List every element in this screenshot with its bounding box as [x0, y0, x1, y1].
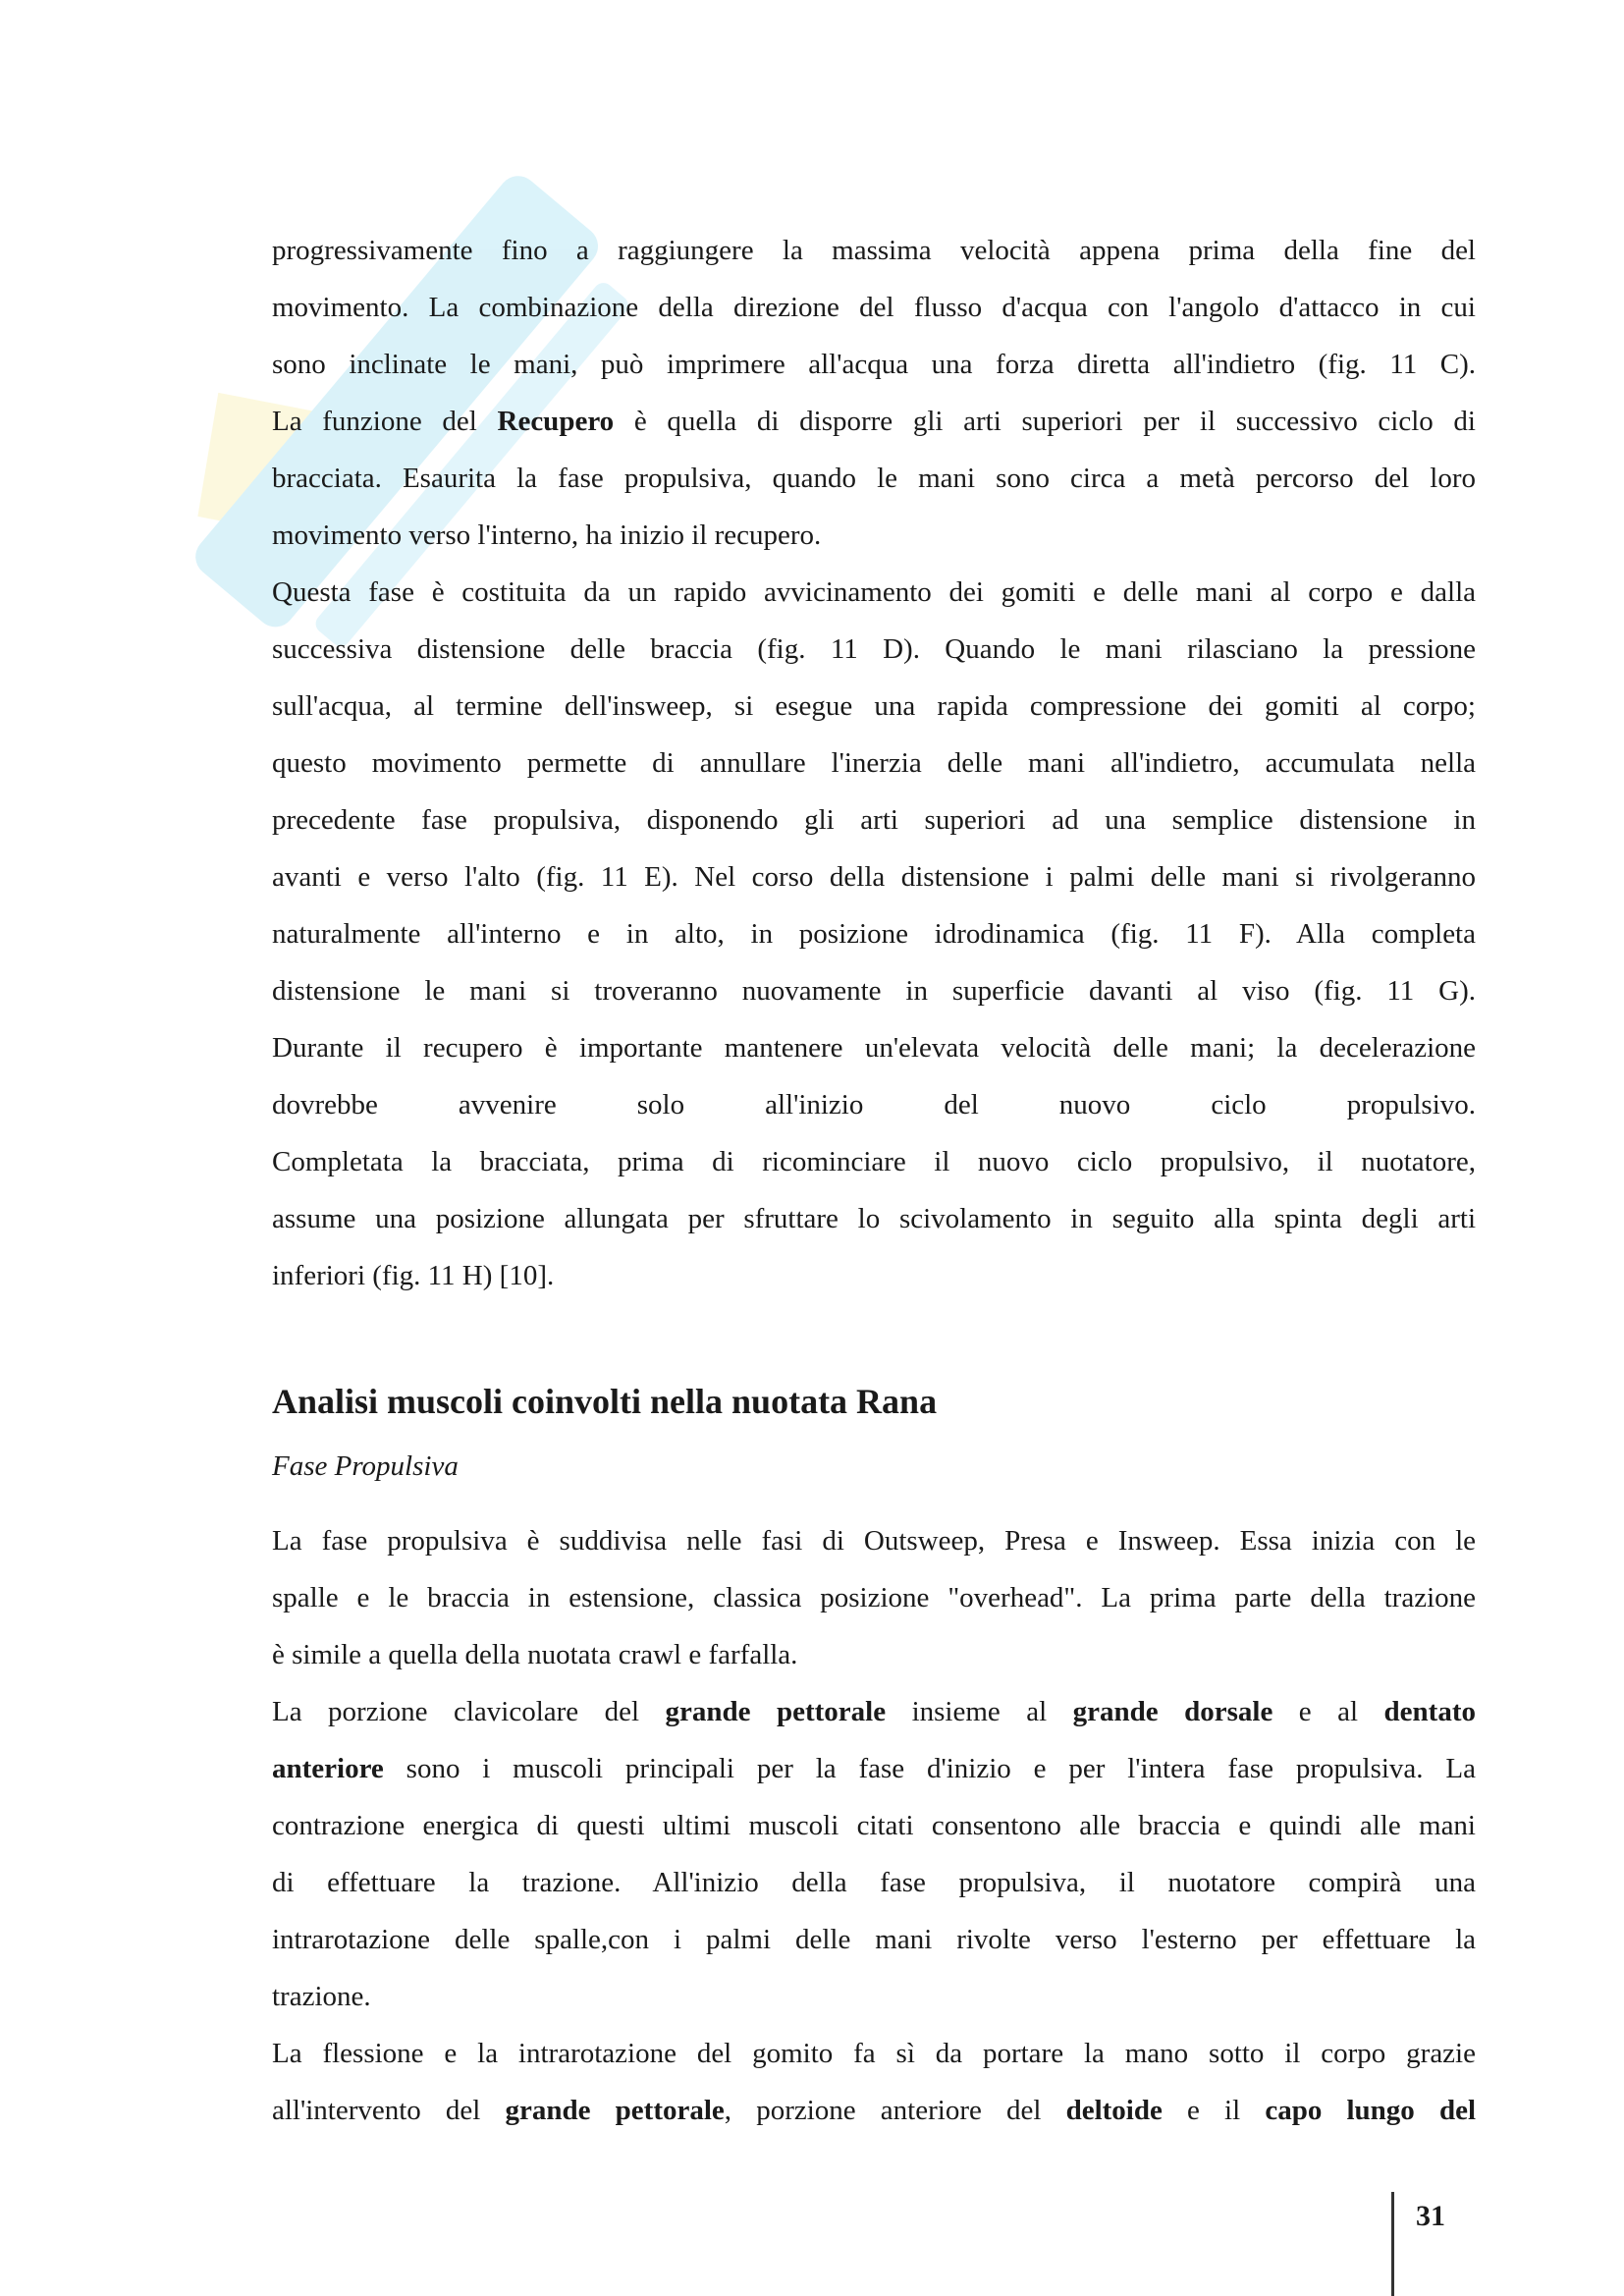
text-line: Durante il recupero è importante mantenere un'elevata velocità delle mani; la decelerazione: [272, 1032, 1476, 1064]
text-line: bracciata. Esaurita la fase propulsiva, quando le mani sono circa a metà percorso del loro: [272, 463, 1476, 494]
text-line: assume una posizione allungata per sfruttare lo scivolamento in seguito alla spinta degli arti: [272, 1203, 1476, 1234]
text-line: anteriore sono i muscoli principali per la fase d'inizio e per l'intera fase propulsiva. La: [272, 1753, 1476, 1784]
page-number-box: [1391, 2192, 1483, 2296]
bold-term: anteriore: [272, 1753, 384, 1784]
text-line: successiva distensione delle braccia (fig. 11 D). Quando le mani rilasciano la pressione: [272, 633, 1476, 665]
text-line: Questa fase è costituita da un rapido avvicinamento dei gomiti e delle mani al corpo e dalla: [272, 576, 1476, 608]
text-line: precedente fase propulsiva, disponendo gli arti superiori ad una semplice distensione in: [272, 804, 1476, 836]
text-line: intrarotazione delle spalle,con i palmi delle mani rivolte verso l'esterno per effettuare la: [272, 1924, 1476, 1955]
text-line: movimento. La combinazione della direzione del flusso d'acqua con l'angolo d'attacco in cui: [272, 292, 1476, 323]
text-line: movimento verso l'interno, ha inizio il recupero.: [272, 519, 822, 551]
subsection-title: Fase Propulsiva: [272, 1450, 459, 1482]
paragraph-4: [272, 1683, 1476, 2025]
page-number: 31: [1416, 2200, 1445, 2232]
text-line: di effettuare la trazione. All'inizio della fase propulsiva, il nuotatore compirà una: [272, 1867, 1476, 1898]
paragraph-1: [272, 222, 1476, 564]
paragraph-3: [272, 1512, 1476, 1683]
text-line: dovrebbe avvenire solo all'inizio del nuovo ciclo propulsivo.: [272, 1089, 1476, 1121]
text-line: avanti e verso l'alto (fig. 11 E). Nel corso della distensione i palmi delle mani si rivolgeranno: [272, 861, 1476, 893]
text-line: inferiori (fig. 11 H) [10].: [272, 1260, 555, 1291]
bold-term: dentato: [1383, 1696, 1476, 1727]
bold-term: grande pettorale: [665, 1696, 887, 1727]
bold-term-recupero: Recupero: [497, 406, 615, 437]
bold-term: deltoide: [1065, 2095, 1163, 2126]
text-line: trazione.: [272, 1981, 371, 2012]
text-line: La porzione clavicolare del grande pettorale insieme al grande dorsale e al dentato: [272, 1696, 1476, 1727]
text-line: all'intervento del grande pettorale, porzione anteriore del deltoide e il capo lungo del: [272, 2095, 1477, 2126]
bold-term: grande pettorale: [505, 2095, 725, 2126]
text-line: progressivamente fino a raggiungere la massima velocità appena prima della fine del: [272, 235, 1476, 266]
text-line-recupero: La funzione del Recupero è quella di disporre gli arti superiori per il successivo ciclo di: [272, 406, 1476, 437]
bold-term: grande dorsale: [1072, 1696, 1273, 1727]
paragraph-5: [272, 2025, 1476, 2139]
text-line: sull'acqua, al termine dell'insweep, si esegue una rapida compressione dei gomiti al corpo;: [272, 690, 1476, 722]
text-line: è simile a quella della nuotata crawl e farfalla.: [272, 1639, 798, 1670]
paragraph-2: [272, 564, 1476, 1304]
text-line: La flessione e la intrarotazione del gomito fa sì da portare la mano sotto il corpo grazie: [272, 2038, 1476, 2069]
text-line: questo movimento permette di annullare l'inerzia delle mani all'indietro, accumulata nella: [272, 747, 1476, 779]
text-line: Completata la bracciata, prima di ricominciare il nuovo ciclo propulsivo, il nuotatore,: [272, 1146, 1476, 1177]
text-line: sono inclinate le mani, può imprimere all'acqua una forza diretta all'indietro (fig. 11 C).: [272, 349, 1476, 380]
text-line: distensione le mani si troveranno nuovamente in superficie davanti al viso (fig. 11 G).: [272, 975, 1476, 1007]
bold-term: capo lungo del: [1265, 2095, 1477, 2126]
text-line: naturalmente all'interno e in alto, in posizione idrodinamica (fig. 11 F). Alla completa: [272, 918, 1476, 950]
text-line: spalle e le braccia in estensione, classica posizione "overhead". La prima parte della trazione: [272, 1582, 1476, 1613]
section-heading: Analisi muscoli coinvolti nella nuotata Rana: [272, 1382, 938, 1421]
text-line: contrazione energica di questi ultimi muscoli citati consentono alle braccia e quindi alle mani: [272, 1810, 1476, 1841]
text-line: La fase propulsiva è suddivisa nelle fasi di Outsweep, Presa e Insweep. Essa inizia con le: [272, 1525, 1476, 1557]
